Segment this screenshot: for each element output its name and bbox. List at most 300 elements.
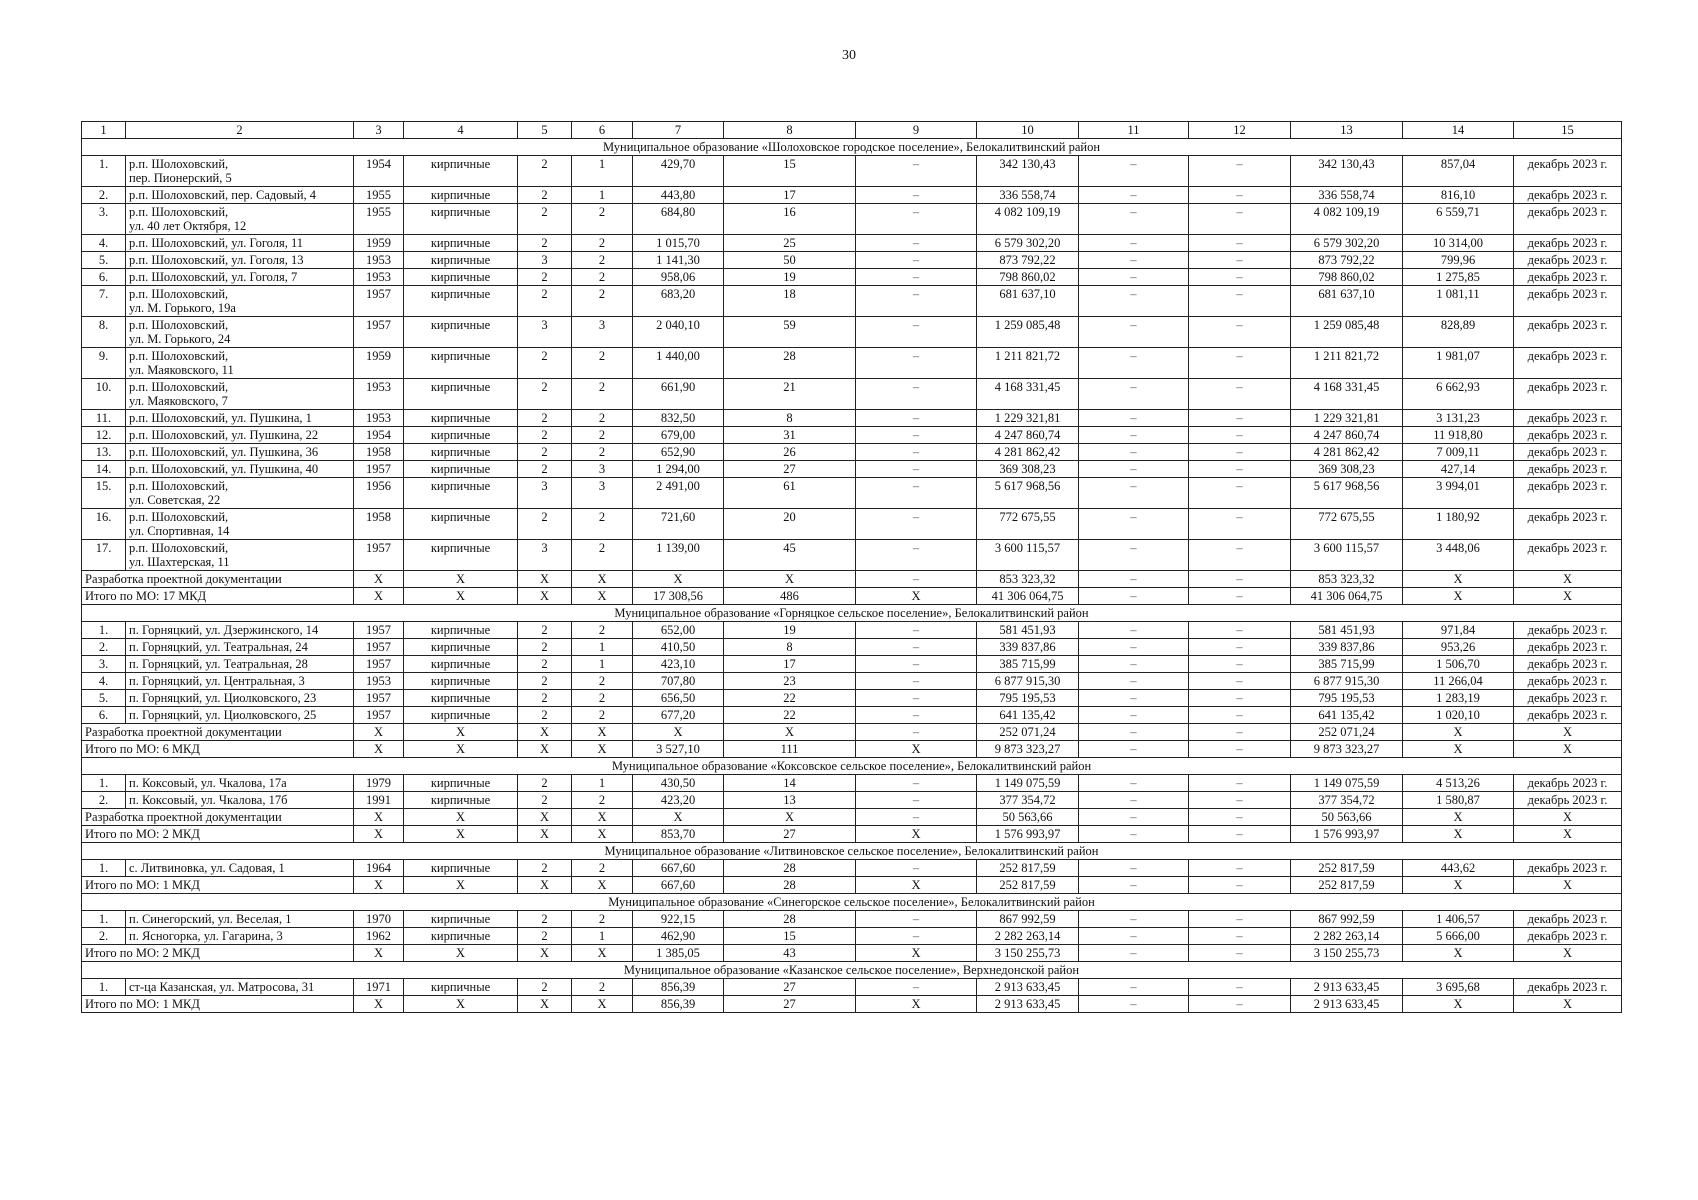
table-cell: 667,60 <box>633 877 724 894</box>
table-cell: 486 <box>724 588 856 605</box>
table-cell: 816,10 <box>1403 187 1514 204</box>
table-cell: 9 <box>856 122 977 139</box>
table-cell: 462,90 <box>633 928 724 945</box>
table-cell: X <box>572 996 633 1013</box>
table-cell: 2 913 633,45 <box>977 996 1079 1013</box>
table-cell: 2 <box>572 235 633 252</box>
table-cell: 2 <box>572 444 633 461</box>
table-cell: кирпичные <box>404 673 518 690</box>
table-cell: 1 <box>572 928 633 945</box>
table-cell: 2 <box>572 427 633 444</box>
table-cell: кирпичные <box>404 252 518 269</box>
table-cell: 12. <box>82 427 126 444</box>
table-cell: X <box>856 945 977 962</box>
table-cell: 2 040,10 <box>633 317 724 348</box>
table-cell: 721,60 <box>633 509 724 540</box>
table-cell: 2 491,00 <box>633 478 724 509</box>
table-cell: X <box>1403 588 1514 605</box>
table-cell: 27 <box>724 979 856 996</box>
table-cell: 2 <box>518 444 572 461</box>
table-cell: 971,84 <box>1403 622 1514 639</box>
table-cell: 10. <box>82 379 126 410</box>
table-cell: 19 <box>724 269 856 286</box>
table-cell: 3 600 115,57 <box>977 540 1079 571</box>
table-cell: 6 <box>572 122 633 139</box>
table-cell: 1958 <box>354 509 404 540</box>
table-cell: – <box>1079 928 1189 945</box>
table-cell: – <box>1079 571 1189 588</box>
section-title-row <box>82 962 1622 979</box>
table-cell: – <box>1189 928 1291 945</box>
table-cell: декабрь 2023 г. <box>1514 775 1622 792</box>
table-cell: п. Синегорский, ул. Веселая, 1 <box>126 911 354 928</box>
table-cell: Итого по МО: 1 МКД <box>82 877 354 894</box>
table-cell: 1 259 085,48 <box>977 317 1079 348</box>
table-cell: 1. <box>82 775 126 792</box>
table-cell: X <box>518 809 572 826</box>
table-cell: 7 <box>633 122 724 139</box>
table-cell: 14 <box>724 775 856 792</box>
table-cell: – <box>1079 775 1189 792</box>
table-row <box>82 639 1622 656</box>
table-cell: – <box>1079 639 1189 656</box>
table-cell: – <box>1189 656 1291 673</box>
table-cell: 423,20 <box>633 792 724 809</box>
table-cell: – <box>1189 809 1291 826</box>
table-cell: 6 579 302,20 <box>977 235 1079 252</box>
table-cell: 2 <box>572 690 633 707</box>
table-cell: – <box>1079 156 1189 187</box>
table-cell: 4. <box>82 235 126 252</box>
table-cell: – <box>856 444 977 461</box>
table-cell: кирпичные <box>404 461 518 478</box>
table-cell: 443,62 <box>1403 860 1514 877</box>
table-cell: декабрь 2023 г. <box>1514 252 1622 269</box>
table-row <box>82 379 1622 410</box>
table-cell: 1954 <box>354 427 404 444</box>
table-cell: 2 <box>572 911 633 928</box>
table-row <box>82 656 1622 673</box>
table-cell: 410,50 <box>633 639 724 656</box>
table-cell: 14 <box>1403 122 1514 139</box>
table-cell: кирпичные <box>404 286 518 317</box>
table-cell: X <box>572 724 633 741</box>
table-cell: 385 715,99 <box>1291 656 1403 673</box>
table-cell: – <box>856 410 977 427</box>
table-cell: X <box>518 741 572 758</box>
table-row <box>82 348 1622 379</box>
table-cell: 2 <box>518 269 572 286</box>
table-cell: – <box>1079 410 1189 427</box>
table-cell: кирпичные <box>404 379 518 410</box>
table-cell: 922,15 <box>633 911 724 928</box>
table-cell: 661,90 <box>633 379 724 410</box>
table-cell: 4 082 109,19 <box>1291 204 1403 235</box>
table-cell: 2. <box>82 792 126 809</box>
table-cell: 377 354,72 <box>1291 792 1403 809</box>
table-cell: 50 563,66 <box>977 809 1079 826</box>
table-cell: 4 247 860,74 <box>1291 427 1403 444</box>
table-cell: 2 <box>518 622 572 639</box>
table-cell: р.п. Шолоховский, ул. Советская, 22 <box>126 478 354 509</box>
table-cell: 3 150 255,73 <box>1291 945 1403 962</box>
table-cell: 3. <box>82 204 126 235</box>
table-cell: – <box>1189 724 1291 741</box>
table-cell: 41 306 064,75 <box>1291 588 1403 605</box>
table-cell: – <box>856 427 977 444</box>
table-cell: п. Ясногорка, ул. Гагарина, 3 <box>126 928 354 945</box>
table-row <box>82 792 1622 809</box>
table-cell: 652,00 <box>633 622 724 639</box>
table-cell: 772 675,55 <box>1291 509 1403 540</box>
table-cell: 772 675,55 <box>977 509 1079 540</box>
table-cell: X <box>1403 809 1514 826</box>
table-cell: 43 <box>724 945 856 962</box>
table-cell: 1955 <box>354 204 404 235</box>
table-cell: 2 913 633,45 <box>1291 979 1403 996</box>
table-cell: кирпичные <box>404 348 518 379</box>
table-cell: 681 637,10 <box>977 286 1079 317</box>
table-cell: – <box>856 928 977 945</box>
table-cell: X <box>633 809 724 826</box>
table-cell: 867 992,59 <box>977 911 1079 928</box>
table-cell: X <box>1514 996 1622 1013</box>
section-title-row <box>82 843 1622 860</box>
table-cell: 369 308,23 <box>977 461 1079 478</box>
table-cell: Итого по МО: 2 МКД <box>82 826 354 843</box>
table-cell: Разработка проектной документации <box>82 571 354 588</box>
table-cell: 1 576 993,97 <box>977 826 1079 843</box>
table-cell: 2 <box>572 410 633 427</box>
table-cell: – <box>856 673 977 690</box>
section-total-row <box>82 945 1622 962</box>
table-cell: 1957 <box>354 707 404 724</box>
table-cell: – <box>1189 478 1291 509</box>
table-row <box>82 911 1622 928</box>
table-cell: 1 149 075,59 <box>1291 775 1403 792</box>
column-number-row <box>82 122 1622 139</box>
table-cell: 641 135,42 <box>1291 707 1403 724</box>
table-cell: 4. <box>82 673 126 690</box>
table-cell: 1 <box>572 775 633 792</box>
table-cell: 3 <box>518 317 572 348</box>
table-cell: 2 <box>518 792 572 809</box>
table-cell: кирпичные <box>404 235 518 252</box>
table-cell: 50 563,66 <box>1291 809 1403 826</box>
table-cell: – <box>856 690 977 707</box>
table-cell: Муниципальное образование «Литвиновское сельское поселение», Белокалитвинский район <box>82 843 1622 860</box>
table-cell: 339 837,86 <box>1291 639 1403 656</box>
table-cell: X <box>354 945 404 962</box>
table-cell: X <box>354 724 404 741</box>
table-cell: X <box>1514 724 1622 741</box>
table-cell: X <box>518 877 572 894</box>
table-cell: кирпичные <box>404 860 518 877</box>
table-cell: – <box>1079 911 1189 928</box>
table-cell: – <box>856 656 977 673</box>
table-cell: 16. <box>82 509 126 540</box>
table-cell: X <box>856 588 977 605</box>
table-cell: X <box>404 945 518 962</box>
table-cell: кирпичные <box>404 911 518 928</box>
table-cell: 1957 <box>354 286 404 317</box>
table-cell: 798 860,02 <box>977 269 1079 286</box>
table-row <box>82 775 1622 792</box>
table-cell: X <box>724 571 856 588</box>
table-cell: р.п. Шолоховский, ул. 40 лет Октября, 12 <box>126 204 354 235</box>
table-cell: р.п. Шолоховский, пер. Садовый, 4 <box>126 187 354 204</box>
table-cell: Муниципальное образование «Коксовское сельское поселение», Белокалитвинский район <box>82 758 1622 775</box>
table-cell: кирпичные <box>404 690 518 707</box>
table-cell: – <box>1079 877 1189 894</box>
table-cell: 28 <box>724 911 856 928</box>
table-row <box>82 235 1622 252</box>
table-cell: р.п. Шолоховский, ул. Пушкина, 22 <box>126 427 354 444</box>
table-cell: X <box>572 877 633 894</box>
table-cell: – <box>1079 379 1189 410</box>
table-cell: с. Литвиновка, ул. Садовая, 1 <box>126 860 354 877</box>
table-cell: 799,96 <box>1403 252 1514 269</box>
table-cell: X <box>1403 877 1514 894</box>
table-cell: X <box>1403 945 1514 962</box>
table-cell: 853,70 <box>633 826 724 843</box>
table-cell: 2 <box>518 348 572 379</box>
table-cell: 683,20 <box>633 286 724 317</box>
table-cell: 958,06 <box>633 269 724 286</box>
table-cell: 17 <box>724 187 856 204</box>
table-cell: – <box>1189 707 1291 724</box>
table-cell: X <box>633 724 724 741</box>
table-cell: – <box>1079 588 1189 605</box>
table-cell: 2 <box>518 509 572 540</box>
table-cell: 2 <box>572 204 633 235</box>
table-cell: 2 <box>518 187 572 204</box>
table-cell: 2 <box>572 979 633 996</box>
table-row <box>82 860 1622 877</box>
table-cell: X <box>404 588 518 605</box>
table-cell: кирпичные <box>404 187 518 204</box>
table-row <box>82 928 1622 945</box>
table-cell: 1957 <box>354 461 404 478</box>
table-cell: 2 913 633,45 <box>1291 996 1403 1013</box>
table-cell: – <box>856 235 977 252</box>
table-cell: 1958 <box>354 444 404 461</box>
table-cell: 3 <box>354 122 404 139</box>
table-cell: X <box>856 877 977 894</box>
table-cell: X <box>518 724 572 741</box>
table-cell: – <box>856 509 977 540</box>
table-cell: – <box>856 639 977 656</box>
table-cell: X <box>1403 724 1514 741</box>
table-cell: Разработка проектной документации <box>82 809 354 826</box>
table-cell: 2 <box>572 622 633 639</box>
table-cell: 1957 <box>354 622 404 639</box>
table-cell: – <box>1079 860 1189 877</box>
design-documentation-row <box>82 571 1622 588</box>
table-cell: X <box>404 877 518 894</box>
table-cell: 10 <box>977 122 1079 139</box>
table-cell: 336 558,74 <box>977 187 1079 204</box>
table-cell: X <box>1403 571 1514 588</box>
table-cell: 15. <box>82 478 126 509</box>
table-cell: X <box>1514 826 1622 843</box>
table-cell: X <box>354 588 404 605</box>
table-cell: 385 715,99 <box>977 656 1079 673</box>
table-cell: 656,50 <box>633 690 724 707</box>
table-cell: 2 <box>518 286 572 317</box>
table-cell: 3 <box>572 317 633 348</box>
table-cell: 7 009,11 <box>1403 444 1514 461</box>
table-cell: кирпичные <box>404 204 518 235</box>
table-cell: 6 559,71 <box>1403 204 1514 235</box>
table-cell: п. Горняцкий, ул. Циолковского, 23 <box>126 690 354 707</box>
table-cell: кирпичные <box>404 156 518 187</box>
table-cell: 11 918,80 <box>1403 427 1514 444</box>
table-cell: 857,04 <box>1403 156 1514 187</box>
table-cell: декабрь 2023 г. <box>1514 478 1622 509</box>
table-cell: – <box>1189 979 1291 996</box>
table-cell: – <box>856 461 977 478</box>
table-cell: 679,00 <box>633 427 724 444</box>
table-cell: 5 666,00 <box>1403 928 1514 945</box>
table-cell: 2 <box>518 656 572 673</box>
table-row <box>82 204 1622 235</box>
table-cell: 252 071,24 <box>1291 724 1403 741</box>
table-cell: 2. <box>82 187 126 204</box>
table-row <box>82 540 1622 571</box>
table-cell: X <box>354 571 404 588</box>
table-cell: 795 195,53 <box>1291 690 1403 707</box>
table-cell: декабрь 2023 г. <box>1514 639 1622 656</box>
table-cell: 26 <box>724 444 856 461</box>
table-cell: 13 <box>1291 122 1403 139</box>
table-cell: 3 994,01 <box>1403 478 1514 509</box>
table-cell: 252 071,24 <box>977 724 1079 741</box>
table-cell: 1955 <box>354 187 404 204</box>
section-title-row <box>82 758 1622 775</box>
table-cell: 61 <box>724 478 856 509</box>
table-cell: 4 168 331,45 <box>977 379 1079 410</box>
table-cell: 18 <box>724 286 856 317</box>
table-cell: 798 860,02 <box>1291 269 1403 286</box>
table-cell: 1 <box>82 122 126 139</box>
table-cell: кирпичные <box>404 639 518 656</box>
table-cell: декабрь 2023 г. <box>1514 348 1622 379</box>
section-total-row <box>82 877 1622 894</box>
table-cell: 1954 <box>354 156 404 187</box>
table-cell: 2 <box>572 540 633 571</box>
table-cell: 5. <box>82 252 126 269</box>
table-cell: декабрь 2023 г. <box>1514 269 1622 286</box>
table-cell: 6 877 915,30 <box>1291 673 1403 690</box>
table-cell: 1 576 993,97 <box>1291 826 1403 843</box>
table-cell: 2 <box>518 235 572 252</box>
table-cell: – <box>1079 444 1189 461</box>
table-cell: – <box>856 792 977 809</box>
table-cell: р.п. Шолоховский, ул. Маяковского, 11 <box>126 348 354 379</box>
table-cell: 1970 <box>354 911 404 928</box>
table-cell: – <box>1189 317 1291 348</box>
section-total-row <box>82 826 1622 843</box>
section-total-row <box>82 588 1622 605</box>
table-cell: 252 817,59 <box>977 877 1079 894</box>
table-cell: – <box>1189 877 1291 894</box>
table-cell: – <box>1189 444 1291 461</box>
table-cell: 423,10 <box>633 656 724 673</box>
table-cell: – <box>856 911 977 928</box>
table-cell: кирпичные <box>404 928 518 945</box>
table-cell: 1. <box>82 860 126 877</box>
table-cell: р.п. Шолоховский, ул. Шахтерская, 11 <box>126 540 354 571</box>
table-cell: 9 873 323,27 <box>1291 741 1403 758</box>
table-row <box>82 286 1622 317</box>
table-cell: 25 <box>724 235 856 252</box>
table-cell: 8 <box>724 122 856 139</box>
table-cell: – <box>856 724 977 741</box>
table-cell: 28 <box>724 860 856 877</box>
table-cell: 443,80 <box>633 187 724 204</box>
table-cell: X <box>354 809 404 826</box>
table-cell: – <box>1189 571 1291 588</box>
table-cell: 9 873 323,27 <box>977 741 1079 758</box>
table-cell: р.п. Шолоховский, ул. Пушкина, 1 <box>126 410 354 427</box>
table-cell: 581 451,93 <box>1291 622 1403 639</box>
table-cell: 2 <box>518 979 572 996</box>
table-cell: 59 <box>724 317 856 348</box>
table-cell: 336 558,74 <box>1291 187 1403 204</box>
table-cell: декабрь 2023 г. <box>1514 204 1622 235</box>
table-cell: 2 <box>572 792 633 809</box>
table-cell: – <box>1079 317 1189 348</box>
table-cell: X <box>518 945 572 962</box>
table-cell: декабрь 2023 г. <box>1514 427 1622 444</box>
table-cell: X <box>518 996 572 1013</box>
table-cell: 2 282 263,14 <box>977 928 1079 945</box>
table-cell: X <box>354 877 404 894</box>
table-cell: декабрь 2023 г. <box>1514 860 1622 877</box>
table-cell: 252 817,59 <box>1291 860 1403 877</box>
table-cell: – <box>1189 410 1291 427</box>
table-cell: X <box>724 724 856 741</box>
table-cell: 2 <box>572 379 633 410</box>
table-cell: – <box>1189 622 1291 639</box>
table-cell: – <box>856 622 977 639</box>
table-cell: – <box>1189 461 1291 478</box>
table-cell: – <box>856 317 977 348</box>
table-cell: X <box>404 724 518 741</box>
table-cell: 1964 <box>354 860 404 877</box>
table-cell: 1 211 821,72 <box>1291 348 1403 379</box>
table-cell: 684,80 <box>633 204 724 235</box>
table-cell: 27 <box>724 996 856 1013</box>
table-cell: 2 <box>518 775 572 792</box>
table-cell: 11. <box>82 410 126 427</box>
table-cell: п. Горняцкий, ул. Театральная, 24 <box>126 639 354 656</box>
table-cell: – <box>1079 187 1189 204</box>
table-cell: 7. <box>82 286 126 317</box>
table-cell: – <box>1079 996 1189 1013</box>
table-cell: кирпичные <box>404 427 518 444</box>
table-cell: 1 <box>572 187 633 204</box>
table-cell: 2. <box>82 639 126 656</box>
table-cell: X <box>1403 996 1514 1013</box>
table-cell: п. Коксовый, ул. Чкалова, 17б <box>126 792 354 809</box>
table-row <box>82 427 1622 444</box>
table-cell: 2 <box>518 204 572 235</box>
table-row <box>82 269 1622 286</box>
table-cell: 4 513,26 <box>1403 775 1514 792</box>
table-cell: п. Горняцкий, ул. Центральная, 3 <box>126 673 354 690</box>
